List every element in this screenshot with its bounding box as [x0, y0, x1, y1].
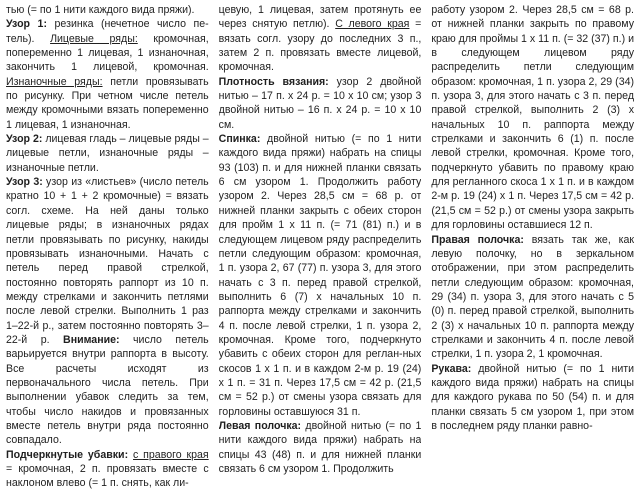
text-run: узор 2 двойной нитью – 17 п. х 24 р. = 10 х 10 см; узор 3 двойной нитью – 16 п. х 24 р. = 10 х 10 см. — [218, 75, 422, 131]
paragraph — [6, 175, 209, 448]
paragraph — [431, 233, 634, 362]
bold-heading: Левая полочка: — [218, 419, 302, 432]
text-run: резинка (нечетное число пе-тель). — [6, 18, 209, 45]
bold-heading: Спинка: — [218, 133, 261, 146]
paragraph — [219, 75, 422, 132]
text-run: = кромочная, 2 п. провязать вместе с наклоном влево (= 1 п. снять, как ли- — [6, 463, 209, 490]
text-run: тью (= по 1 нити каждого вида пряжи). — [6, 4, 195, 16]
text-column-1 — [6, 3, 209, 500]
text-run: двойной нитью (= по 1 нити каждого вида пряжи) набрать на спицы для каждого рукава по 50 (54) п. и для планки связать 5 см узором 1, при этом в последнем ряду планки равно- — [431, 362, 635, 432]
bold-heading: Узор 3: — [6, 176, 43, 189]
text-run: кромочная, попеременно 1 лицевая, 1 изнаночная, закончить 1 лицевой, кромочная. — [6, 32, 209, 74]
bold-heading: Узор 1: — [6, 18, 47, 31]
text-run: двойной нитью (= по 1 нити каждого вида пряжи) набрать на спицы 43 (48) п. и для нижней планки связать 6 см узором 1. Продолжить — [218, 419, 422, 475]
text-run: = вязать согл. узору до последних 3 п., затем 2 п. провязать вместе лицевой, кромочная. — [218, 18, 422, 74]
bold-heading: Узор 2: — [6, 133, 43, 146]
text-column-3 — [431, 3, 634, 500]
bold-heading: Внимание: — [63, 333, 120, 346]
paragraph — [6, 17, 209, 132]
text-column-2 — [219, 3, 422, 500]
bold-heading: Подчеркнутые убавки: — [6, 448, 129, 461]
text-run: работу узором 2. Через 28,5 см = 68 р. от нижней планки закрыть по правому краю для проймы 1 х 11 п. (= 32 (37) п.) и в следующем лицевом ряду распределить петли следующим образом: кромочная, 1 п. узора 2, 29 (34) п. узора 3, для этого начать с 3 п. перед правой стрелкой, выполнить 2 (3) х начальных 10 п. раппорта между стрелками и закончить 6 (1) п. после левой стрелки, кромочная. Кроме того, подчеркнуто убавить по правому краю для регланного скоса 1 х 1 п. и в каждом 2-м р. 19 (24) х 1 п. Через 17,5 см = 42 р. (21,5 см = 52 р.) от смены узора закрыть для горловины оставшиеся 12 п. — [431, 4, 635, 232]
underlined-term: с правого края — [133, 448, 209, 461]
bold-heading: Рукава: — [431, 362, 472, 375]
underlined-term: С левого края — [335, 18, 410, 31]
text-run: двойной нитью (= по 1 нити каждого вида пряжи) набрать на спицы 93 (103) п. и для нижней планки связать 6 см узором 1. Продолжить работу узором 2. Через 28,5 см = 68 р. от нижней планки закрыть с обеих сторон для пройм 1 х 11 п. (= 71 (81) п.) и в следующем лицевом ряду распределить петли следующим образом: кромочная, 1 п. узора 2, 67 (77) п. узора 3, для этого начать с 3 п. перед правой стрелкой, выполнить 6 (7) х начальных 10 п. раппорта между стрелками и закончить 4 п. после левой стрелки, 1 п. узора 2, кромочная. Кроме того, подчеркнуто убавить с обеих сторон для реглан-ных скосов 1 х 1 п. и в каждом 2-м р. 19 (24) х 1 п. = 31 п. Через 17,5 см = 42 р. (21,5 см = 52 р.) от смены узора связать для горловины оставшуюся 31 п. — [218, 133, 422, 418]
text-run: число петель варьируется внутри раппорта в высоту. Все расчеты исходят из первоначального числа петель. При выполнении убавок следить за тем, чтобы число накидов и провязанных вместе петель внутри ряда постоянно совпадало. — [6, 333, 209, 447]
text-run: петли провязывать по рисунку. При четном числе петель между кромочными вязать попеременно 1 лицевая, 1 изнаночная. — [6, 75, 209, 131]
text-run: вязать так же, как левую полочку, но в зеркальном отображении, при этом распределить петли следующим образом: кромочная, 29 (34) п. узора 3, для этого начать с 5 (0) п. перед правой стрелкой, выполнить 2 (3) х начальных 10 п. раппорта между стрелками и закончить 4 п. после левой стрелки, 1 п. узора 2, 1 кромочная. — [431, 233, 635, 361]
text-run: цевую, 1 лицевая, затем протянуть ее через снятую петлю). — [218, 4, 422, 31]
paragraph — [6, 448, 209, 491]
paragraph — [219, 132, 422, 419]
text-run: лицевая гладь – лицевые ряды – лицевые петли, изнаночные ряды – изнаночные петли. — [6, 133, 209, 174]
paragraph — [431, 3, 634, 233]
underlined-term: Изнаночные ряды: — [6, 75, 103, 88]
text-run: узор из «листьев» (число петель кратно 10 + 1 + 2 кромочные) = вязать согл. схеме. На ней даны только лицевые ряды; в изнаночных рядах петли провязывать по рисунку, накиды провязывать изнаночными. Начать с петель перед правой стрелкой, постоянно повторять раппорт из 10 п. между стрелками и закончить петлями после левой стрелки. Выполнить 1 раз 1–22-й р., затем постоянно повторять 3–22-й р. — [6, 176, 209, 346]
bold-heading: Правая полочка: — [431, 233, 524, 246]
underlined-term: Лицевые ряды: — [50, 32, 138, 45]
paragraph — [6, 3, 209, 17]
paragraph — [219, 419, 422, 476]
paragraph — [431, 362, 634, 434]
bold-heading: Плотность вязания: — [218, 75, 329, 88]
paragraph — [6, 132, 209, 175]
paragraph — [219, 3, 422, 75]
